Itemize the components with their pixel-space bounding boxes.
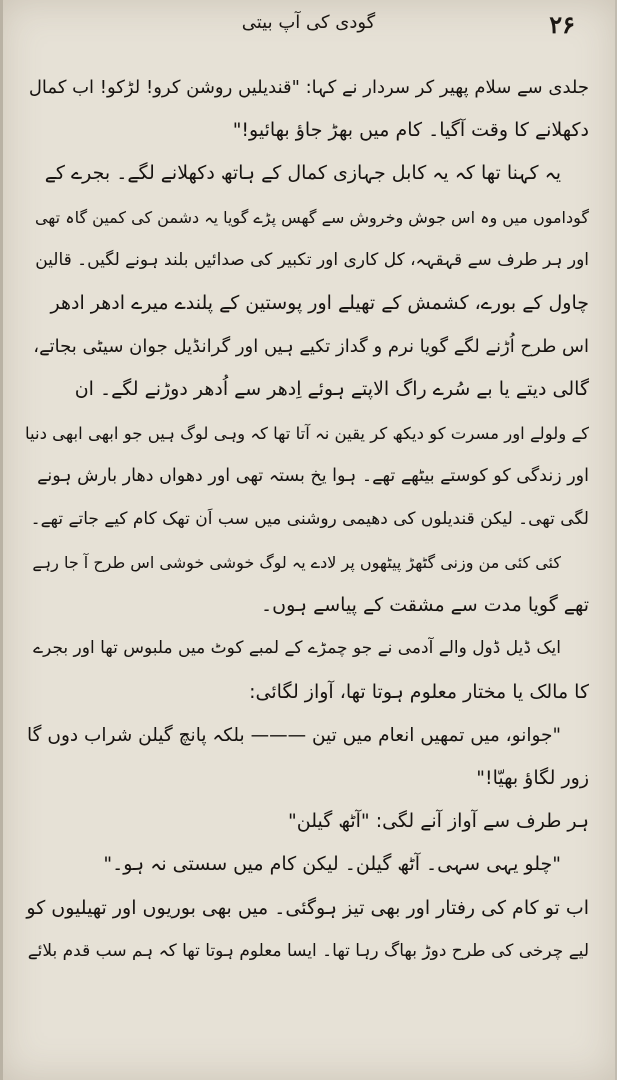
text-line: اور زندگی کو کوستے بیٹھے تھے۔ ہوا یخ بستہ تھی اور دھواں دھار بارش ہونے <box>37 465 589 486</box>
text-line: "چلو یہی سہی۔ آٹھ گیلن۔ لیکن کام میں سستی نہ ہو۔" <box>103 853 561 876</box>
running-head: گودی کی آپ بیتی <box>241 12 376 33</box>
text-line: تھے گویا مدت سے مشقت کے پیاسے ہوں۔ <box>261 594 589 617</box>
text-line: گوداموں میں وہ اس جوش وخروش سے گھس پڑے گویا یہ دشمن کی کمین گاہ تھی <box>34 207 589 227</box>
text-line: اور ہر طرف سے قہقہہ، کل کاری اور تکبیر کی صدائیں بلند ہونے لگیں۔ قالین <box>35 249 589 270</box>
text-line: دکھلانے کا وقت آگیا۔ کام میں بھڑ جاؤ بھائیو!" <box>232 119 589 142</box>
page-number: ۲۶ <box>549 10 575 39</box>
text-line: "جوانو، میں تمھیں انعام میں تین ——— بلکہ پانچ گیلن شراب دوں گا <box>27 724 561 746</box>
text-line: کا مالک یا مختار معلوم ہوتا تھا، آواز لگائی: <box>249 680 589 703</box>
text-line: یہ کہنا تھا کہ یہ کابل جہازی کمال کے ہاتھ دکھلانے لگے۔ بجرے کے <box>44 162 561 185</box>
text-line: کے ولولے اور مسرت کو دیکھ کر یقین نہ آتا تھا کہ وہی لوگ ہیں جو ابھی ابھی دنیا <box>24 423 589 443</box>
text-line: اس طرح اُڑنے لگے گویا نرم و گداز تکیے ہیں اور گرانڈیل جوان سیٹی بجاتے، <box>33 336 589 358</box>
text-line: لیے چرخی کی طرح دوڑ بھاگ رہا تھا۔ ایسا معلوم ہوتا تھا کہ ہم سب قدم بلائے <box>27 940 589 961</box>
page-body-text <box>24 66 589 973</box>
text-line: چاول کے بورے، کشمش کے تھیلے اور پوستین کے پلندے میرے ادھر ادھر <box>50 291 589 314</box>
text-line: زور لگاؤ بھیّا!" <box>476 767 589 789</box>
text-line: گالی دیتے یا بے سُرے راگ الاپتے ہوئے اِدھر سے اُدھر دوڑنے لگے۔ ان <box>74 378 589 401</box>
page-header <box>20 6 597 40</box>
text-line: ایک ڈیل ڈول والے آدمی نے جو چمڑے کے لمبے کوٹ میں ملبوس تھا اور بجرے <box>33 638 561 659</box>
text-line: جلدی سے سلام پھیر کر سردار نے کہا: "قندیلیں روشن کرو! لڑکو! اب کمال <box>28 77 589 98</box>
text-line: کئی کئی من وزنی گٹھڑ پیٹھوں پر لادے یہ لوگ خوشی خوشی اس طرح آ جا رہے <box>32 553 561 573</box>
text-line: لگی تھی۔ لیکن قندیلوں کی دھیمی روشنی میں سب اَن تھک کام کیے جاتے تھے۔ <box>30 508 589 529</box>
text-line: ہر طرف سے آواز آنے لگی: "آٹھ گیلن" <box>288 810 589 833</box>
text-line: اب تو کام کی رفتار اور بھی تیز ہوگئی۔ میں بھی بوریوں اور تھیلیوں کو <box>26 896 589 919</box>
